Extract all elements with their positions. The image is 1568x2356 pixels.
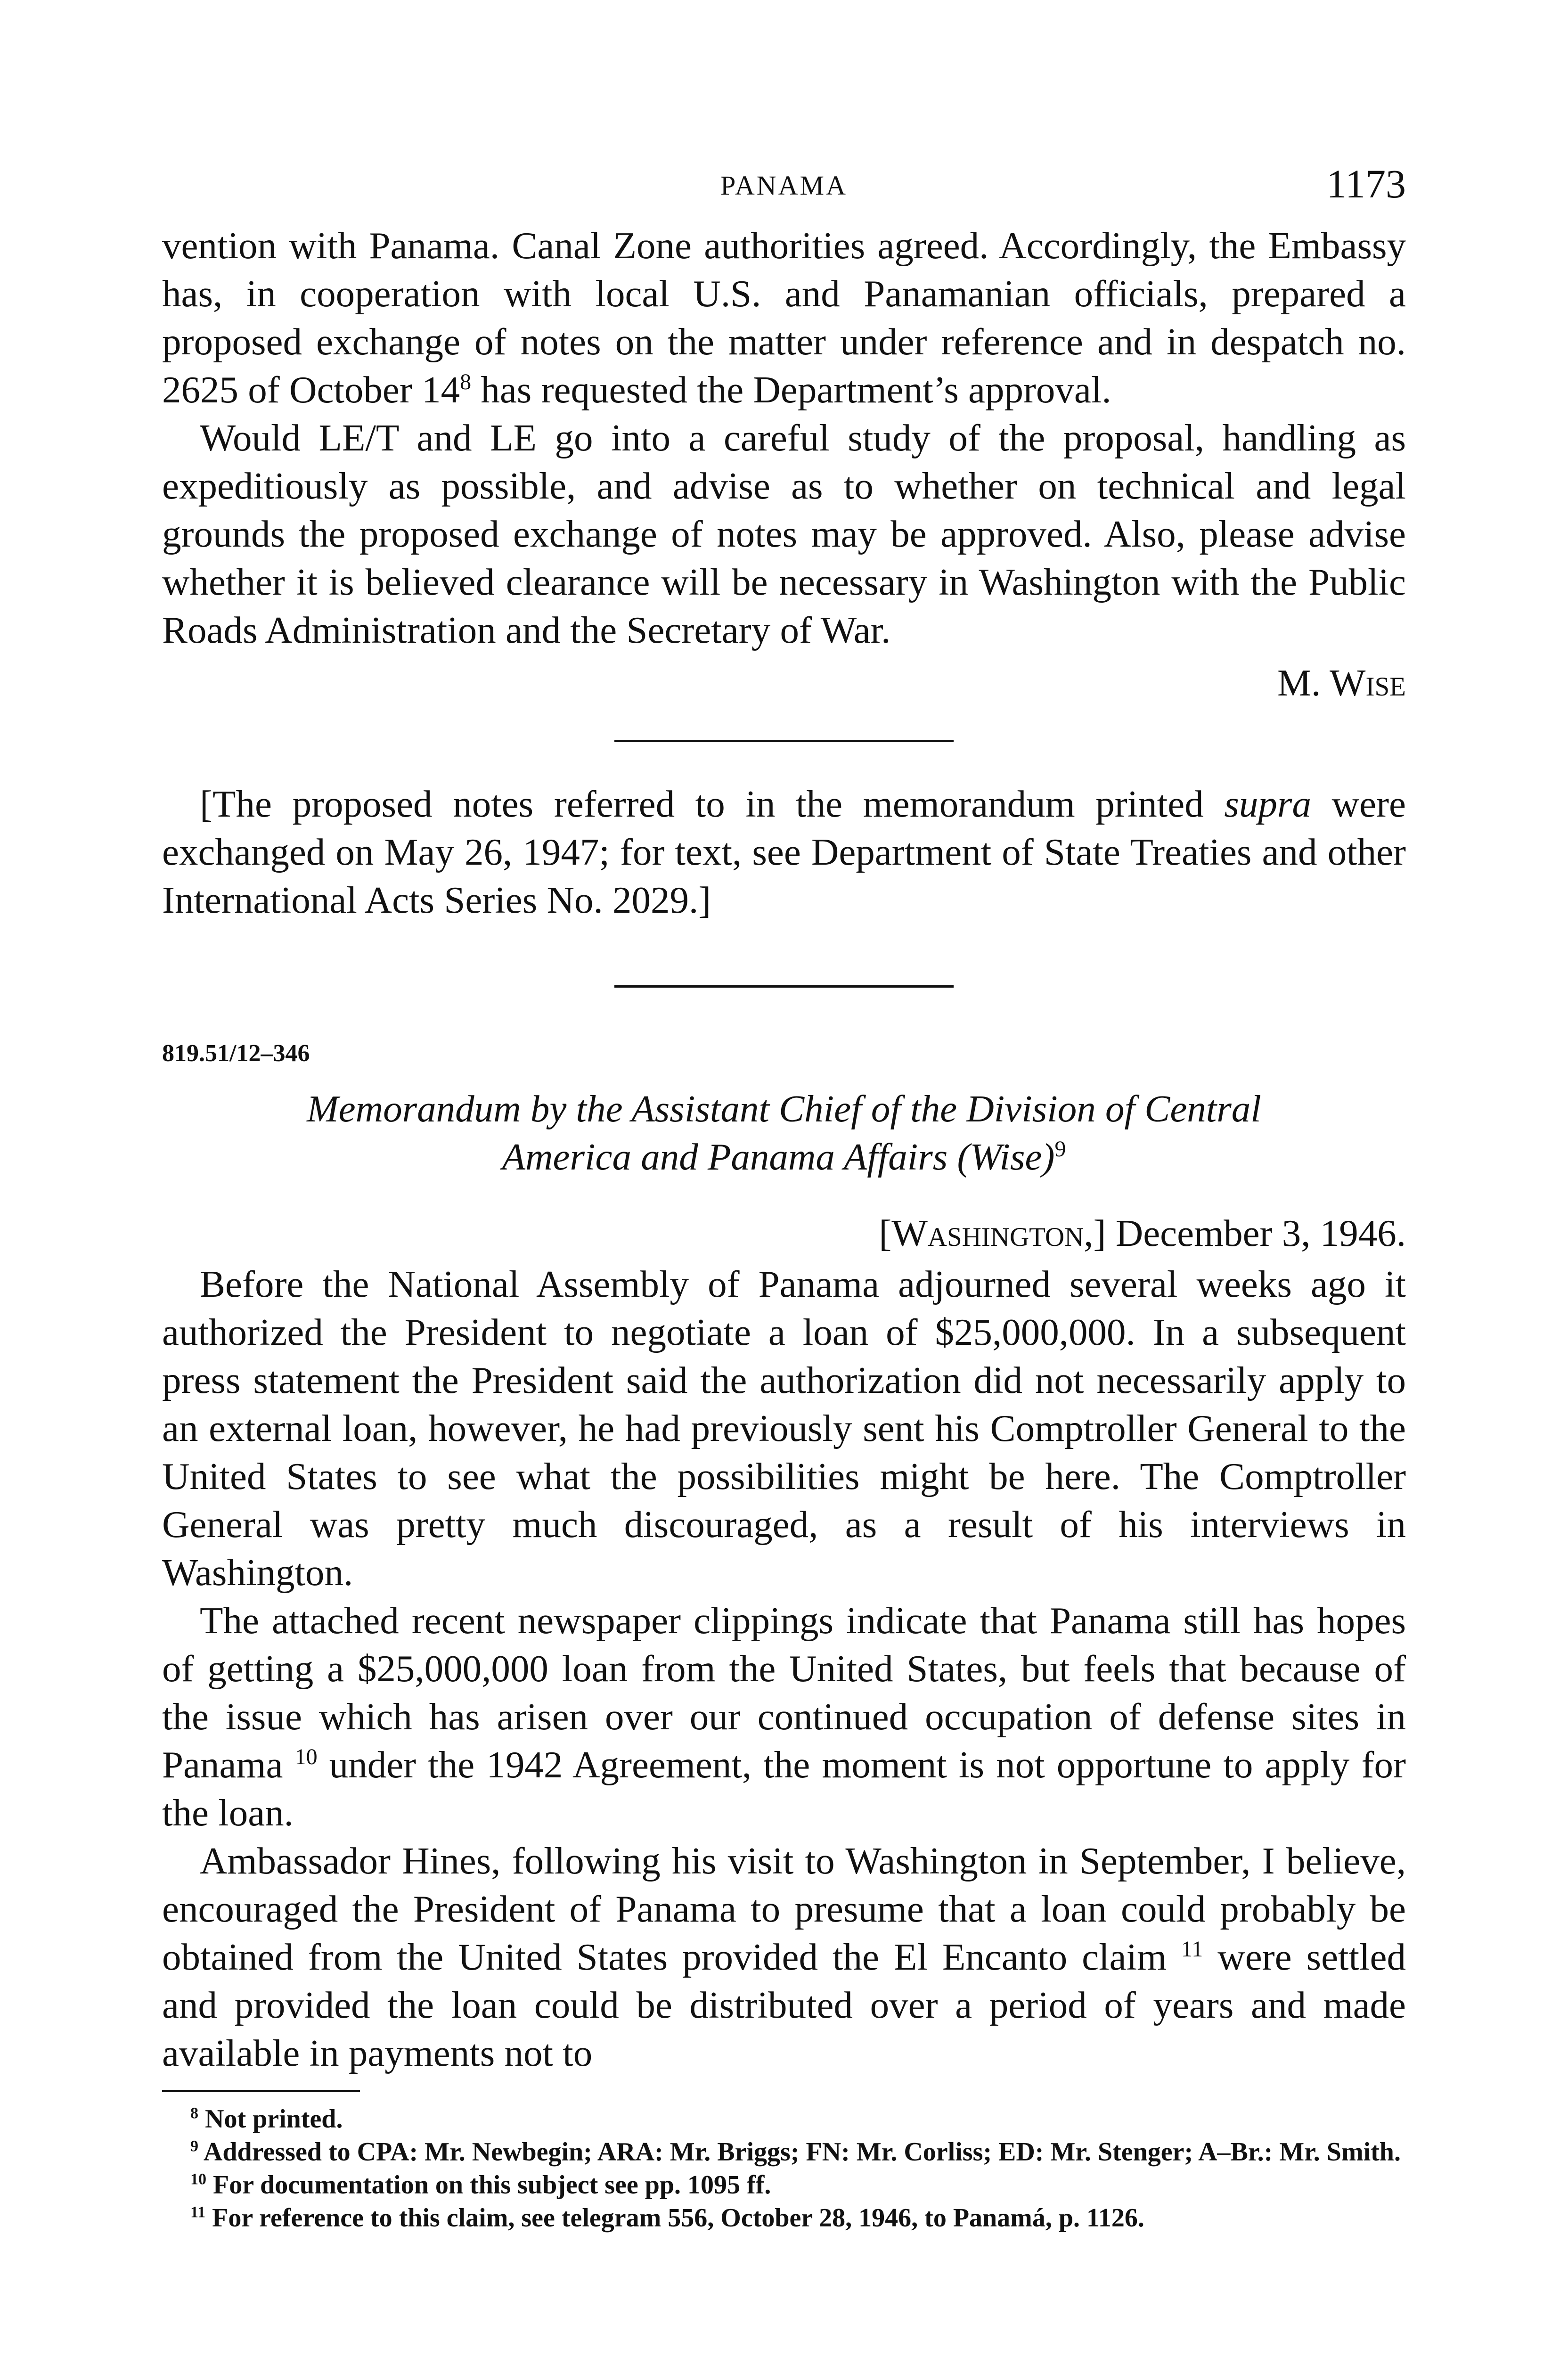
page-header	[162, 160, 1406, 221]
dateline-place: [Washington,]	[879, 1212, 1106, 1254]
continued-memo-text	[162, 221, 1406, 654]
footnote-text: Not printed.	[205, 2104, 343, 2134]
footnote	[162, 2102, 1406, 2135]
paragraph-text: has requested the Department’s approval.	[471, 368, 1111, 411]
paragraph-text: vention with Panama. Canal Zone authorities agreed. Accordingly, the Embassy has, in cooperation with local U.S. and Panamanian officials, prepared a proposed exchange of notes on the matter under reference and in despatch no. 2625 of October 14	[162, 224, 1406, 411]
footnote-mark: 11	[190, 2203, 206, 2221]
paragraph: Would LE/T and LE go into a careful study of the proposal, handling as expeditiously as possible, and advise as to whether on technical and legal grounds the proposed exchange of notes may be approved. Also, please advise whether it is believed clearance will be necessary in Washington with the Public Roads Administration and the Secretary of War.	[162, 417, 1406, 651]
dateline	[162, 1209, 1406, 1257]
note-text: were exchanged on May 26, 1947; for text, see Department of State Treaties and other International Acts Series No. 2029.]	[162, 783, 1406, 921]
dateline-date: December 3, 1946.	[1115, 1212, 1406, 1254]
note-text: [The proposed notes referred to in the memorandum printed	[200, 783, 1225, 825]
memo-title	[162, 1085, 1406, 1181]
footnote-text: Addressed to CPA: Mr. Newbegin; ARA: Mr. Briggs; FN: Mr. Corliss; ED: Mr. Stenger; A–Br.: Mr. Smith.	[203, 2137, 1401, 2167]
footnote-mark: 10	[190, 2170, 206, 2188]
file-number: 819.51/12–346	[162, 1040, 310, 1067]
running-head: PANAMA	[720, 170, 848, 201]
footnote-ref: 9	[1054, 1137, 1066, 1162]
footnote-text: For documentation on this subject see pp. 1095 ff.	[213, 2170, 771, 2200]
footnote-mark: 8	[190, 2104, 198, 2122]
footnote-divider	[162, 2090, 360, 2092]
page	[162, 160, 1406, 2234]
memo-body	[162, 1260, 1406, 2077]
editorial-note	[162, 780, 1406, 924]
paragraph-text: were settled and provided the loan could be distributed over a period of years and made available in payments not to	[162, 1936, 1406, 2074]
page-number: 1173	[1326, 161, 1406, 206]
footnote-ref: 8	[460, 369, 472, 394]
footnote-ref: 10	[294, 1744, 318, 1769]
footnotes	[162, 2102, 1406, 2234]
paragraph	[162, 780, 1406, 924]
footnote-mark: 9	[190, 2137, 198, 2155]
paragraph	[162, 1837, 1406, 2077]
paragraph: Before the National Assembly of Panama adjourned several weeks ago it authorized the President to negotiate a loan of $25,000,000. In a subsequent press statement the President said the authorization did not necessarily apply to an external loan, however, he had previously sent his Comptroller General to the United States to see what the possibilities might be here. The Comptroller General was pretty much discouraged, as a result of his interviews in Washington.	[162, 1263, 1406, 1594]
paragraph-text: under the 1942 Agreement, the moment is not opportune to apply for the loan.	[162, 1743, 1406, 1834]
footnote-ref: 11	[1181, 1937, 1203, 1962]
footnote-text: For reference to this claim, see telegram 556, October 28, 1946, to Panamá, p. 1126.	[212, 2203, 1144, 2233]
paragraph	[162, 221, 1406, 414]
footnote	[162, 2168, 1406, 2201]
footnote	[162, 2201, 1406, 2234]
paragraph-text: The attached recent newspaper clippings indicate that Panama still has hopes of getting a $25,000,000 loan from the United States, but feels that because of the issue which has arisen over our continued occupation of defense sites in Panama	[162, 1599, 1406, 1786]
memo-title-name: (Wise)	[957, 1136, 1055, 1178]
paragraph	[162, 1596, 1406, 1837]
footnote	[162, 2135, 1406, 2168]
memo-title-text: America and Panama Affairs	[502, 1136, 948, 1178]
section-divider	[614, 985, 954, 988]
signature: M. Wise	[1277, 662, 1406, 704]
memo-title-line: Memorandum by the Assistant Chief of the Division of Central	[307, 1088, 1261, 1130]
note-italic: supra	[1224, 783, 1311, 825]
paragraph-text: Ambassador Hines, following his visit to Washington in September, I believe, encouraged the President of Panama to presume that a loan could probably be obtained from the United States provided the El Encanto claim	[162, 1840, 1406, 1978]
memo-title-line	[162, 1133, 1406, 1181]
section-divider	[614, 740, 954, 742]
